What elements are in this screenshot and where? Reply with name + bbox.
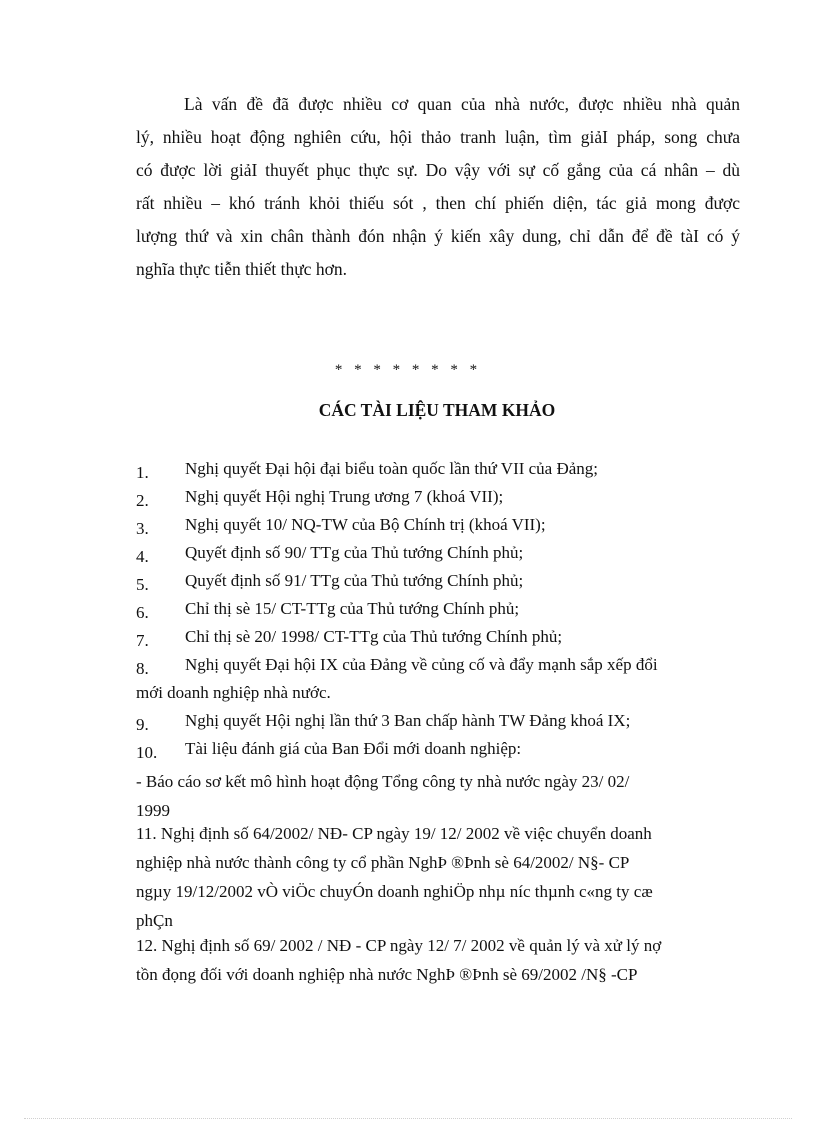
reference-text: Tài liệu đánh giá của Ban Đổi mới doanh nghiệp:: [185, 739, 522, 758]
intro-line: lượng thứ và xin chân thành đón nhận ý kiến xây dung, chỉ dẫn để đề tàI có ý: [136, 226, 740, 246]
references-heading: CÁC TÀI LIỆU THAM KHẢO: [318, 400, 556, 420]
reference-line: - Báo cáo sơ kết mô hình hoạt động Tổng công ty nhà nước ngày 23/ 02/: [136, 772, 630, 791]
reference-number: 10.: [136, 743, 158, 762]
reference-10-sub: [136, 767, 740, 825]
intro-line: lý, nhiều hoạt động nghiên cứu, hội thảo tranh luận, tìm giảI pháp, song chưa: [136, 127, 740, 147]
intro-line: nghĩa thực tiễn thiết thực hơn.: [136, 259, 347, 279]
reference-number: 6.: [136, 603, 149, 622]
reference-number: 8.: [136, 659, 149, 678]
reference-text: Nghị quyết Hội nghị lần thứ 3 Ban chấp hành TW Đảng khoá IX;: [185, 711, 631, 730]
reference-line: 1999: [136, 801, 170, 820]
reference-text: Nghị quyết Đại hội IX của Đảng về củng cố và đẩy mạnh sắp xếp đổi: [185, 655, 658, 674]
reference-number: 5.: [136, 575, 149, 594]
reference-text: Nghị quyết Hội nghị Trung ương 7 (khoá VII);: [185, 487, 504, 506]
reference-line: 12. Nghị định số 69/ 2002 / NĐ - CP ngày 12/ 7/ 2002 về quản lý và xử lý nợ: [136, 936, 662, 955]
separator: * * * * * * * *: [334, 362, 482, 378]
reference-number: 1.: [136, 463, 149, 482]
intro-paragraph: [136, 88, 740, 286]
reference-text: Chỉ thị sè 15/ CT-TTg của Thủ tướng Chính phủ;: [185, 599, 520, 618]
page-bottom-divider: [24, 1118, 792, 1119]
reference-number: 9.: [136, 715, 149, 734]
reference-number: 4.: [136, 547, 149, 566]
reference-line: phÇn: [136, 911, 173, 930]
reference-number: 7.: [136, 631, 149, 650]
reference-number: 2.: [136, 491, 149, 510]
intro-line: có được lời giảI thuyết phục thực sự. Do vậy với sự cố gắng của cá nhân – dù: [136, 160, 740, 180]
reference-12: [136, 931, 740, 989]
reference-line: ngµy 19/12/2002 vÒ viÖc chuyÓn doanh nghiÖp nhµ níc thµnh c«ng ty cæ: [136, 882, 653, 901]
reference-11: [136, 819, 740, 935]
reference-text: Quyết định số 90/ TTg của Thủ tướng Chính phủ;: [185, 543, 524, 562]
reference-line: 11. Nghị định số 64/2002/ NĐ- CP ngày 19/ 12/ 2002 về việc chuyển doanh: [136, 824, 652, 843]
reference-text: Chỉ thị sè 20/ 1998/ CT-TTg của Thủ tướng Chính phủ;: [185, 627, 563, 646]
intro-line: rất nhiều – khó tránh khỏi thiếu sót , then chí phiến diện, tác giả mong được: [136, 193, 740, 213]
reference-text: Nghị quyết Đại hội đại biểu toàn quốc lần thứ VII của Đảng;: [185, 459, 599, 478]
reference-text: Quyết định số 91/ TTg của Thủ tướng Chính phủ;: [185, 571, 524, 590]
reference-text: mới doanh nghiệp nhà nước.: [136, 683, 331, 702]
reference-text: Nghị quyết 10/ NQ-TW của Bộ Chính trị (khoá VII);: [185, 515, 546, 534]
intro-line: Là vấn đề đã được nhiều cơ quan của nhà nước, được nhiều nhà quản: [184, 94, 740, 114]
reference-line: nghiệp nhà nước thành công ty cổ phần NghÞ ®Þnh sè 64/2002/ N§- CP: [136, 853, 630, 872]
reference-line: tồn đọng đối với doanh nghiệp nhà nước NghÞ ®Þnh sè 69/2002 /N§ -CP: [136, 965, 638, 984]
reference-number: 3.: [136, 519, 149, 538]
